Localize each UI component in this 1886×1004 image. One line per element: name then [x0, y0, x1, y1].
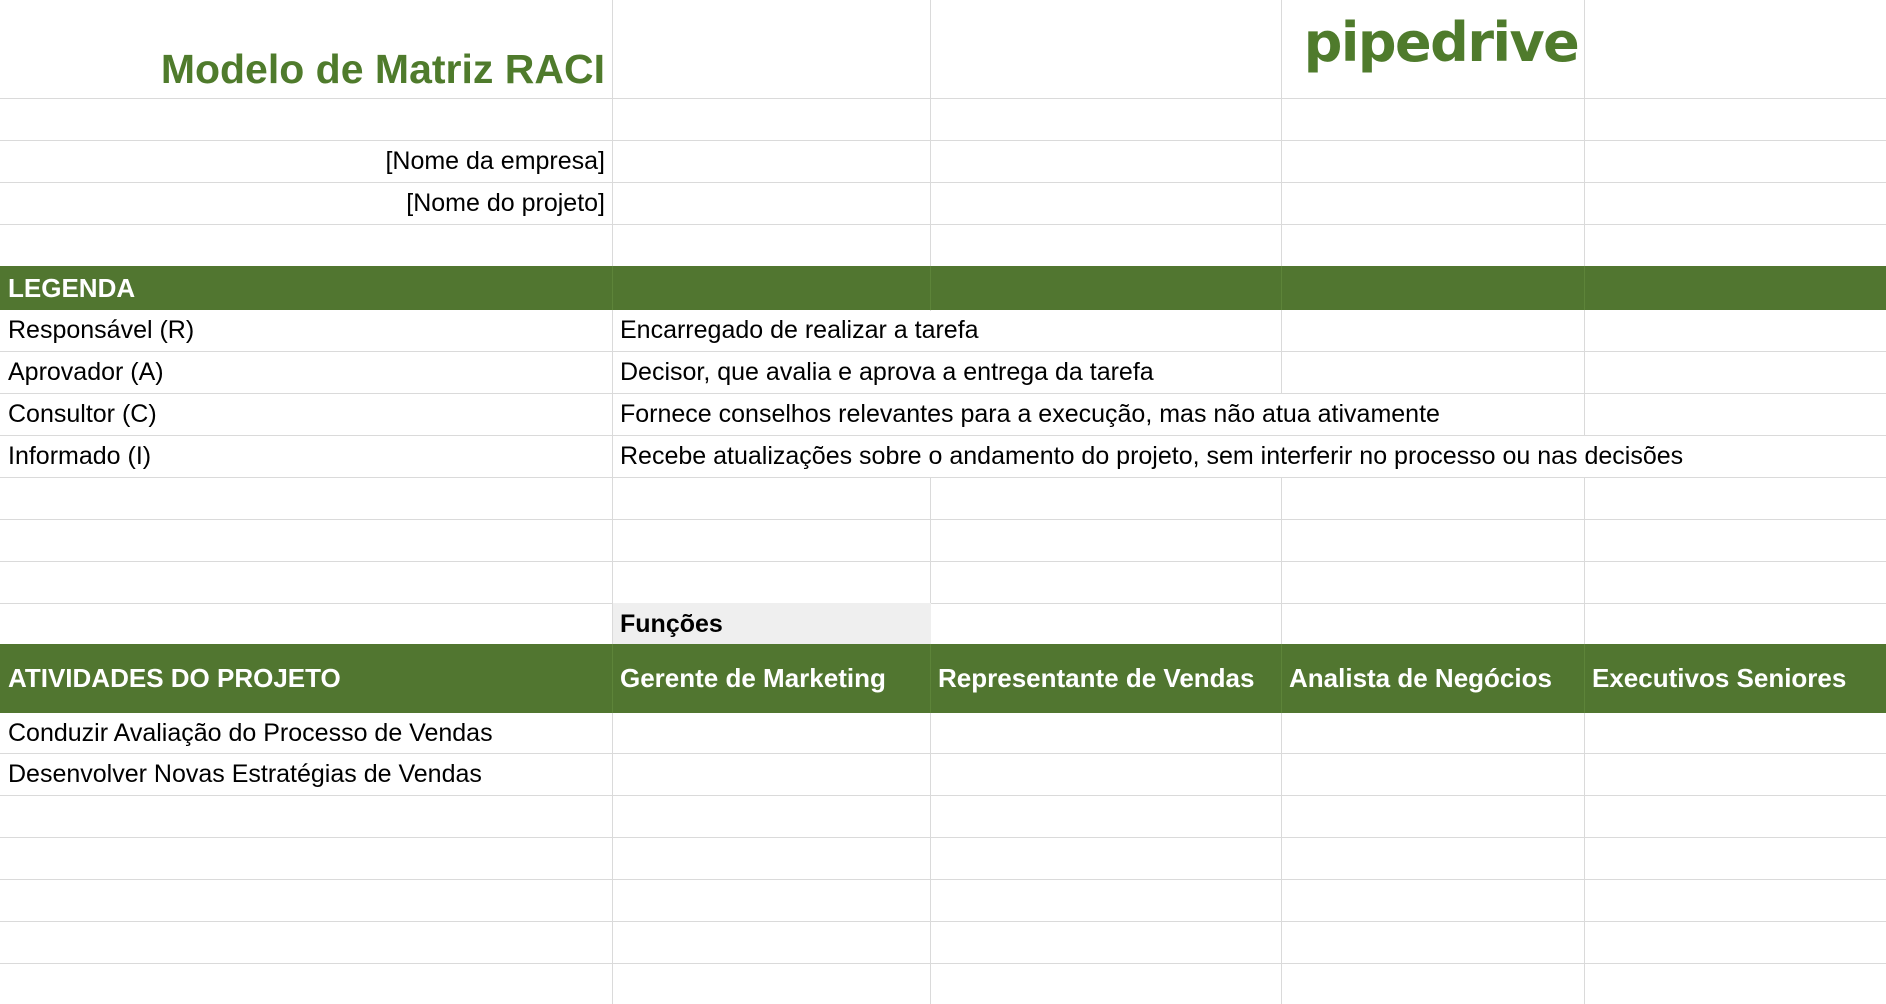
page-title: Modelo de Matriz RACI	[160, 45, 605, 92]
company-name[interactable]: [Nome da empresa]	[385, 147, 605, 175]
grid-hline	[0, 519, 1886, 520]
legend-role-informed[interactable]: Informado (I)	[8, 442, 152, 470]
grid-hline	[0, 603, 1886, 604]
legend-desc-informed[interactable]: Recebe atualizações sobre o andamento do projeto, sem interferir no processo ou nas decisões	[620, 442, 1684, 470]
grid-hline	[0, 795, 1886, 796]
grid-vline	[930, 0, 931, 1004]
legend-heading: LEGENDA	[8, 272, 136, 303]
grid-hline	[0, 837, 1886, 838]
role-header-marketing-manager: Gerente de Marketing	[620, 663, 886, 693]
pipedrive-logo-wordmark: pipedrive	[1303, 14, 1579, 74]
activity-row-2[interactable]: Desenvolver Novas Estratégias de Vendas	[8, 760, 482, 788]
activity-row-1[interactable]: Conduzir Avaliação do Processo de Vendas	[8, 718, 493, 747]
grid-hline	[0, 921, 1886, 922]
grid-hline	[0, 224, 1886, 225]
functions-label: Funções	[620, 609, 723, 638]
legend-desc-consultant[interactable]: Fornece conselhos relevantes para a execução, mas não atua ativamente	[620, 400, 1440, 428]
grid-hline	[0, 477, 1886, 478]
role-header-senior-executives: Executivos Seniores	[1592, 663, 1847, 693]
band-divider	[1281, 266, 1282, 310]
band-divider	[1584, 266, 1585, 310]
grid-vline	[1281, 0, 1282, 1004]
grid-hline	[0, 963, 1886, 964]
legend-role-responsible[interactable]: Responsável (R)	[8, 316, 195, 344]
band-divider	[612, 266, 613, 310]
role-header-business-analyst: Analista de Negócios	[1289, 663, 1552, 693]
grid-vline	[1584, 0, 1585, 1004]
grid-hline	[0, 879, 1886, 880]
activities-header: ATIVIDADES DO PROJETO	[8, 663, 341, 693]
project-name[interactable]: [Nome do projeto]	[406, 189, 605, 217]
legend-desc-approver[interactable]: Decisor, que avalia e aprova a entrega da tarefa	[620, 358, 1154, 386]
legend-role-approver[interactable]: Aprovador (A)	[8, 358, 164, 386]
grid-hline	[0, 98, 1886, 99]
grid-vline	[612, 0, 613, 1004]
legend-role-consultant[interactable]: Consultor (C)	[8, 400, 157, 428]
pipedrive-logo	[1282, 14, 1600, 86]
band-divider	[930, 266, 931, 310]
legend-desc-responsible[interactable]: Encarregado de realizar a tarefa	[620, 316, 979, 344]
grid-hline	[0, 561, 1886, 562]
role-header-sales-rep: Representante de Vendas	[938, 663, 1255, 693]
